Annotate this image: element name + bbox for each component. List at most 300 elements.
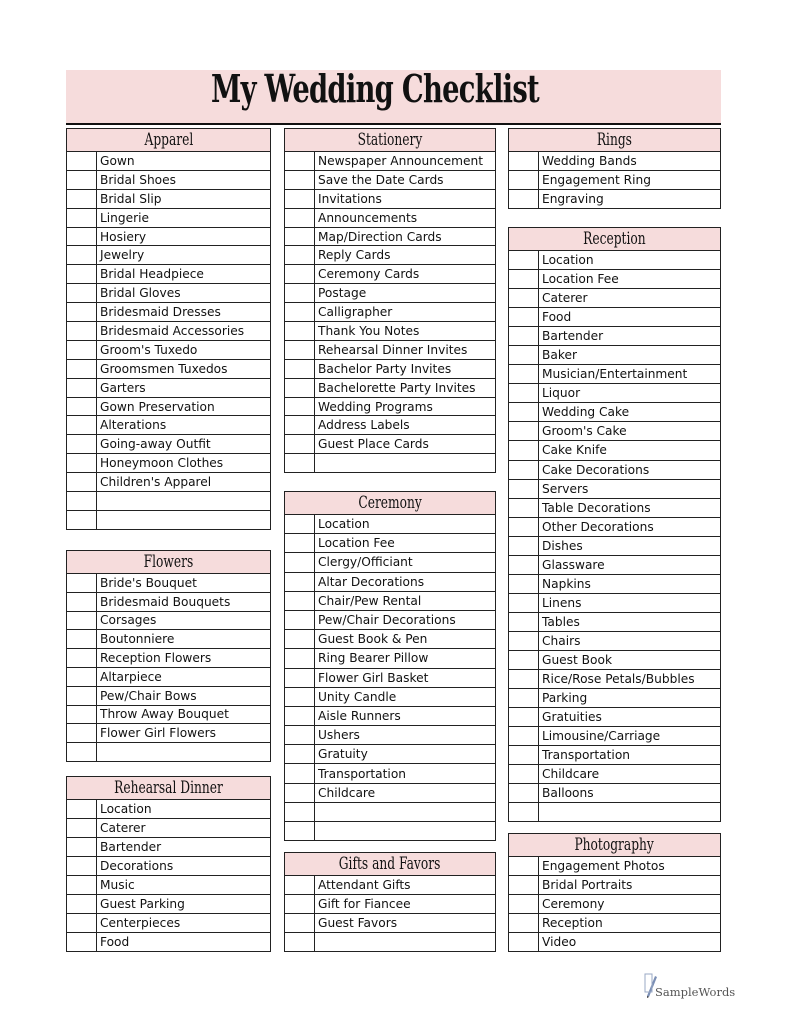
checkbox[interactable] — [509, 480, 539, 498]
checkbox[interactable] — [67, 416, 97, 434]
checklist-row — [67, 284, 270, 303]
checkbox[interactable] — [509, 632, 539, 650]
item-label: Bridal Portraits — [542, 878, 633, 892]
checkbox[interactable] — [285, 322, 315, 340]
section-title: Gifts and Favors — [339, 854, 441, 874]
checkbox[interactable] — [285, 573, 315, 591]
checklist-row — [67, 228, 270, 247]
item-label: Ceremony Cards — [318, 267, 420, 282]
checkbox[interactable] — [67, 303, 97, 321]
checkbox[interactable] — [285, 707, 315, 725]
checklist-row — [285, 515, 495, 534]
checkbox[interactable] — [67, 284, 97, 302]
item-label: Childcare — [318, 785, 376, 800]
checklist-row — [285, 726, 495, 745]
checklist-row — [509, 152, 720, 171]
checkbox[interactable] — [285, 190, 315, 208]
checkbox[interactable] — [285, 534, 315, 552]
checkbox[interactable] — [509, 537, 539, 555]
section-header — [285, 129, 495, 152]
checklist-row — [285, 534, 495, 553]
checkbox[interactable] — [67, 322, 97, 340]
section-photography — [508, 833, 721, 952]
section-rehearsal-dinner — [66, 776, 271, 952]
item-label: Flower Girl Basket — [318, 670, 429, 685]
checklist-row — [67, 895, 270, 914]
checkbox[interactable] — [285, 876, 315, 894]
item-label: Engagement Ring — [542, 172, 651, 187]
checkbox[interactable] — [285, 284, 315, 302]
section-header — [67, 129, 270, 152]
checkbox[interactable] — [285, 265, 315, 283]
checklist-row — [509, 537, 720, 556]
checklist-row — [509, 613, 720, 632]
checkbox[interactable] — [285, 515, 315, 533]
checkbox[interactable] — [509, 784, 539, 802]
checklist-row — [67, 492, 270, 511]
section-header — [285, 853, 495, 876]
checkbox[interactable] — [509, 270, 539, 288]
checkbox[interactable] — [67, 492, 97, 510]
section-header — [285, 492, 495, 515]
item-label: Going-away Outfit — [100, 437, 211, 452]
checkbox[interactable] — [509, 651, 539, 669]
section-gifts-and-favors — [284, 852, 496, 952]
item-label: Gift for Fiancee — [318, 897, 411, 911]
checklist-row — [67, 190, 270, 209]
checkbox[interactable] — [285, 246, 315, 264]
checklist-row — [509, 708, 720, 727]
checkbox[interactable] — [285, 360, 315, 378]
checklist-row — [67, 379, 270, 398]
item-label: Children's Apparel — [100, 475, 212, 490]
checklist-row — [285, 649, 495, 668]
checkbox[interactable] — [509, 556, 539, 574]
section-title: Photography — [574, 835, 655, 855]
item-label: Location — [318, 517, 370, 532]
item-label: Baker — [542, 348, 577, 363]
section-ceremony — [284, 491, 496, 841]
item-label: Attendant Gifts — [318, 878, 411, 892]
checkbox[interactable] — [509, 365, 539, 383]
item-label: Gratuities — [542, 710, 602, 725]
item-label: Linens — [542, 595, 582, 610]
section-title: Reception — [583, 229, 646, 249]
item-label: Invitations — [318, 191, 382, 206]
checkbox[interactable] — [67, 209, 97, 227]
checkbox[interactable] — [509, 251, 539, 269]
checkbox[interactable] — [509, 403, 539, 421]
item-label — [315, 454, 495, 472]
checkbox[interactable] — [67, 228, 97, 246]
checkbox[interactable] — [509, 594, 539, 612]
checklist-row — [67, 668, 270, 687]
checklist-row — [67, 152, 270, 171]
item-label — [315, 803, 495, 821]
checklist-row — [509, 594, 720, 613]
checkbox[interactable] — [67, 895, 97, 913]
checklist-row — [285, 152, 495, 171]
checkbox[interactable] — [67, 724, 97, 742]
item-label — [97, 511, 270, 529]
checklist-row — [67, 435, 270, 454]
checklist-row — [285, 341, 495, 360]
checklist-row — [509, 895, 720, 914]
checkbox[interactable] — [67, 687, 97, 705]
checklist-row — [285, 745, 495, 764]
page-title: My Wedding Checklist — [211, 66, 539, 111]
checklist-row — [509, 876, 720, 895]
checkbox[interactable] — [67, 914, 97, 932]
checkbox[interactable] — [285, 914, 315, 932]
item-label: Pew/Chair Bows — [100, 688, 197, 703]
checkbox[interactable] — [67, 706, 97, 724]
checklist-row — [285, 688, 495, 707]
checkbox[interactable] — [67, 360, 97, 378]
item-label: Save the Date Cards — [318, 172, 444, 187]
section-title: Apparel — [144, 130, 193, 150]
item-label: Ushers — [318, 728, 360, 743]
section-header — [509, 834, 720, 857]
item-label — [315, 822, 495, 840]
item-label: Honeymoon Clothes — [100, 456, 224, 471]
checkbox[interactable] — [509, 670, 539, 688]
checkbox[interactable] — [67, 379, 97, 397]
item-label: Wedding Programs — [318, 399, 433, 414]
checkbox[interactable] — [509, 895, 539, 913]
checkbox[interactable] — [67, 574, 97, 592]
checklist-row — [67, 209, 270, 228]
checkbox[interactable] — [285, 228, 315, 246]
checklist-row — [509, 765, 720, 784]
checkbox[interactable] — [67, 593, 97, 611]
item-label: Corsages — [100, 613, 157, 628]
checkbox[interactable] — [509, 289, 539, 307]
checklist-row — [67, 706, 270, 725]
checklist-row — [285, 573, 495, 592]
checklist-row — [67, 876, 270, 895]
item-label: Liquor — [542, 386, 581, 401]
item-label: Altarpiece — [100, 669, 162, 684]
checklist-row — [509, 803, 720, 822]
checkbox[interactable] — [285, 649, 315, 667]
checkbox[interactable] — [285, 630, 315, 648]
checklist-row — [285, 553, 495, 572]
checklist-row — [67, 649, 270, 668]
checkbox[interactable] — [67, 473, 97, 491]
checklist-row — [509, 575, 720, 594]
checkbox[interactable] — [67, 800, 97, 818]
item-label: Gown — [100, 153, 135, 168]
checklist-row — [67, 687, 270, 706]
checklist-row — [509, 308, 720, 327]
checklist-row — [509, 746, 720, 765]
checkbox[interactable] — [67, 190, 97, 208]
footer-brand: SampleWords — [655, 985, 736, 999]
checkbox[interactable] — [285, 379, 315, 397]
checkbox[interactable] — [285, 171, 315, 189]
item-label: Map/Direction Cards — [318, 229, 442, 244]
checkbox[interactable] — [67, 265, 97, 283]
checkbox[interactable] — [285, 726, 315, 744]
item-label: Calligrapher — [318, 305, 393, 320]
checklist-row — [285, 416, 495, 435]
checkbox[interactable] — [285, 152, 315, 170]
checklist-row — [67, 574, 270, 593]
item-label: Engagement Photos — [542, 859, 665, 873]
checklist-row — [285, 454, 495, 473]
checkbox[interactable] — [285, 688, 315, 706]
checkbox[interactable] — [285, 209, 315, 227]
checkbox[interactable] — [509, 914, 539, 932]
section-stationery — [284, 128, 496, 473]
checklist-row — [509, 632, 720, 651]
checkbox[interactable] — [285, 303, 315, 321]
checkbox[interactable] — [509, 803, 539, 821]
item-label: Location Fee — [542, 272, 619, 287]
checkbox[interactable] — [509, 746, 539, 764]
checklist-row — [509, 422, 720, 441]
item-label: Hosiery — [100, 229, 147, 244]
item-label: Bridal Slip — [100, 191, 162, 206]
checklist-row — [67, 857, 270, 876]
checklist-row — [509, 556, 720, 575]
checkbox[interactable] — [67, 246, 97, 264]
item-label: Thank You Notes — [318, 323, 420, 338]
item-label: Guest Favors — [318, 916, 398, 930]
checkbox[interactable] — [67, 454, 97, 472]
checklist-row — [285, 876, 495, 895]
item-label: Ceremony — [542, 897, 605, 911]
item-label: Groom's Cake — [542, 424, 627, 439]
item-label: Boutonniere — [100, 632, 175, 647]
checkbox[interactable] — [67, 435, 97, 453]
item-label: Caterer — [542, 291, 588, 306]
checkbox[interactable] — [67, 630, 97, 648]
checklist-row — [509, 651, 720, 670]
item-label: Newspaper Announcement — [318, 153, 484, 168]
item-label: Groom's Tuxedo — [100, 342, 198, 357]
item-label: Bridesmaid Bouquets — [100, 594, 231, 609]
item-label: Musician/Entertainment — [542, 367, 688, 382]
checklist-row — [67, 838, 270, 857]
checkbox[interactable] — [509, 708, 539, 726]
checklist-row — [67, 819, 270, 838]
checklist-row — [67, 914, 270, 933]
checkbox[interactable] — [285, 553, 315, 571]
item-label: Rehearsal Dinner Invites — [318, 342, 468, 357]
item-label: Table Decorations — [542, 500, 651, 515]
checklist-row — [509, 270, 720, 289]
checklist-row — [509, 190, 720, 209]
checklist-row — [285, 190, 495, 209]
checkbox[interactable] — [509, 384, 539, 402]
item-label: Childcare — [542, 767, 600, 782]
checkbox[interactable] — [67, 171, 97, 189]
checkbox[interactable] — [509, 518, 539, 536]
checkbox[interactable] — [285, 745, 315, 763]
checklist-row — [509, 251, 720, 270]
item-label: Rice/Rose Petals/Bubbles — [542, 672, 695, 687]
checkbox[interactable] — [285, 341, 315, 359]
item-label — [97, 492, 270, 510]
item-label: Caterer — [100, 821, 146, 835]
checkbox[interactable] — [509, 727, 539, 745]
checkbox[interactable] — [67, 743, 97, 761]
item-label: Bartender — [542, 329, 604, 344]
checklist-row — [285, 171, 495, 190]
item-label: Ring Bearer Pillow — [318, 651, 429, 666]
checkbox[interactable] — [67, 398, 97, 416]
item-label — [315, 933, 495, 951]
section-title: Rings — [596, 130, 633, 150]
checkbox[interactable] — [67, 511, 97, 529]
item-label: Guest Parking — [100, 897, 185, 911]
checklist-row — [509, 441, 720, 460]
item-label: Jewelry — [100, 248, 145, 263]
checklist-row — [509, 670, 720, 689]
item-label: Location — [542, 253, 594, 268]
item-label: Reply Cards — [318, 248, 391, 263]
checkbox[interactable] — [285, 895, 315, 913]
item-label: Announcements — [318, 210, 418, 225]
item-label — [97, 743, 270, 761]
checklist-row — [285, 303, 495, 322]
checkbox[interactable] — [285, 803, 315, 821]
item-label: Servers — [542, 481, 589, 496]
item-label: Balloons — [542, 786, 594, 801]
item-label: Lingerie — [100, 210, 150, 225]
item-label: Guest Place Cards — [318, 437, 429, 452]
checklist-row — [285, 630, 495, 649]
checklist-row — [285, 228, 495, 247]
checklist-row — [67, 416, 270, 435]
checkbox[interactable] — [285, 435, 315, 453]
checkbox[interactable] — [67, 649, 97, 667]
checkbox[interactable] — [509, 857, 539, 875]
checkbox[interactable] — [285, 784, 315, 802]
checkbox[interactable] — [67, 857, 97, 875]
checklist-row — [285, 592, 495, 611]
checklist-row — [67, 322, 270, 341]
checkbox[interactable] — [285, 454, 315, 472]
checkbox[interactable] — [509, 422, 539, 440]
item-label: Pew/Chair Decorations — [318, 613, 456, 628]
checklist-row — [285, 784, 495, 803]
section-title: Flowers — [143, 552, 194, 572]
checkbox[interactable] — [509, 308, 539, 326]
item-label: Video — [542, 935, 577, 949]
item-label: Postage — [318, 286, 367, 301]
checkbox[interactable] — [67, 152, 97, 170]
checklist-row — [67, 800, 270, 819]
item-label: Food — [542, 310, 572, 325]
item-label: Bride's Bouquet — [100, 575, 197, 590]
checklist-row — [67, 724, 270, 743]
checkbox[interactable] — [509, 346, 539, 364]
checklist-row — [67, 171, 270, 190]
checkbox[interactable] — [509, 327, 539, 345]
checklist-row — [67, 933, 270, 952]
checklist-row — [509, 346, 720, 365]
item-label: Wedding Bands — [542, 153, 637, 168]
checkbox[interactable] — [509, 441, 539, 459]
item-label: Bachelorette Party Invites — [318, 380, 476, 395]
checkbox[interactable] — [509, 499, 539, 517]
checklist-row — [509, 365, 720, 384]
item-label: Gown Preservation — [100, 399, 215, 414]
checkbox[interactable] — [67, 612, 97, 630]
checkbox[interactable] — [509, 461, 539, 479]
item-label: Transportation — [542, 748, 631, 763]
checkbox[interactable] — [509, 933, 539, 951]
item-label: Flower Girl Flowers — [100, 726, 216, 741]
item-label: Groomsmen Tuxedos — [100, 361, 228, 376]
checklist-row — [509, 518, 720, 537]
item-label: Location Fee — [318, 536, 395, 551]
item-label: Food — [100, 935, 130, 949]
item-label: Other Decorations — [542, 519, 654, 534]
item-label: Garters — [100, 380, 146, 395]
checkbox[interactable] — [509, 575, 539, 593]
checkbox[interactable] — [509, 152, 539, 170]
item-label: Bridal Gloves — [100, 286, 181, 301]
checklist-row — [285, 707, 495, 726]
checklist-row — [67, 473, 270, 492]
checkbox[interactable] — [509, 689, 539, 707]
checkbox[interactable] — [285, 398, 315, 416]
checklist-row — [509, 933, 720, 952]
checkbox[interactable] — [285, 416, 315, 434]
checklist-row — [285, 914, 495, 933]
item-label: Location — [100, 802, 152, 816]
item-label: Centerpieces — [100, 916, 181, 930]
checkbox[interactable] — [285, 669, 315, 687]
checkbox[interactable] — [67, 876, 97, 894]
checklist-row — [509, 784, 720, 803]
checkbox[interactable] — [67, 838, 97, 856]
checkbox[interactable] — [285, 822, 315, 840]
checkbox[interactable] — [67, 341, 97, 359]
checklist-row — [67, 341, 270, 360]
checkbox[interactable] — [509, 171, 539, 189]
checkbox[interactable] — [67, 819, 97, 837]
checkbox[interactable] — [509, 765, 539, 783]
item-label: Parking — [542, 691, 588, 706]
checkbox[interactable] — [509, 876, 539, 894]
checkbox[interactable] — [285, 611, 315, 629]
section-flowers — [66, 550, 271, 762]
checkbox[interactable] — [509, 190, 539, 208]
checkbox[interactable] — [509, 613, 539, 631]
section-title: Stationery — [357, 130, 423, 150]
checkbox[interactable] — [285, 764, 315, 782]
checkbox[interactable] — [285, 933, 315, 951]
item-label: Music — [100, 878, 135, 892]
item-label: Guest Book — [542, 653, 613, 667]
checklist-row — [509, 689, 720, 708]
checklist-row — [509, 857, 720, 876]
checklist-row — [285, 933, 495, 952]
item-label: Throw Away Bouquet — [100, 707, 229, 722]
section-header — [67, 777, 270, 800]
checkbox[interactable] — [285, 592, 315, 610]
checkbox[interactable] — [67, 668, 97, 686]
checkbox[interactable] — [67, 933, 97, 951]
checklist-row — [67, 360, 270, 379]
section-title: Ceremony — [358, 493, 422, 513]
checklist-row — [67, 303, 270, 322]
